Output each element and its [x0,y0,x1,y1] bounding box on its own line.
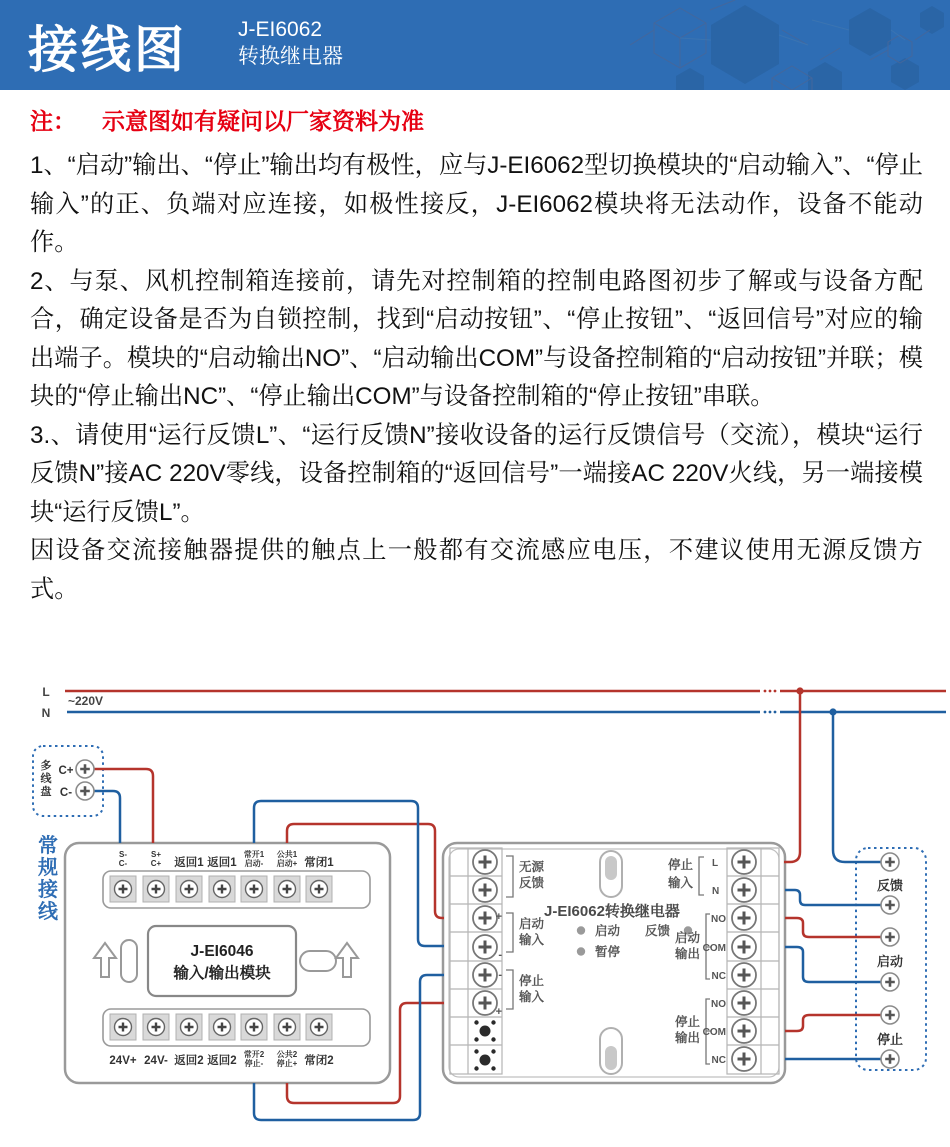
label-N: N [41,706,51,720]
instructions [30,147,923,609]
paragraph-2: 2、与泵、风机控制箱连接前，请先对控制箱的控制电路图初步了解或与设备方配合，确定设备是否为自锁控制，找到“启动按钮”、“停止按钮”、“返回信号”对应的输出端子。模块的“启动输出NO”、“启动输出COM”与设备控制箱的“启动按钮”并联；模块的“停止输出NC”、“停止输出COM”与设备控制箱的“停止按钮”串联。 [30,267,923,410]
terminal-label: 常闭2 [304,1055,334,1067]
terminal-screw [732,1019,756,1043]
terminal-screw [732,850,756,874]
note-line [30,103,424,136]
panel-char-3: 盘 [40,786,52,798]
terminal-screw [176,1014,202,1040]
polarity-sign: + [495,911,502,923]
panel-char-1: 多 [40,760,52,772]
terminal-screw [732,963,756,987]
terminal-label: 停止- [244,1059,264,1068]
terminal-screw [473,878,497,902]
terminal-label: COM [702,943,726,954]
device-label-feedback: 反馈 [876,878,904,893]
polarity-sign: + [495,1006,502,1018]
group-label: 启动 [674,931,700,945]
terminal-screw [209,1014,235,1040]
terminal-label: NC [711,971,726,982]
terminal-screw [143,1014,169,1040]
terminal-label: 返回2 [207,1055,237,1067]
note-prefix: 注： [30,108,76,134]
terminal-label: 常开1 [243,850,265,859]
conventional-wiring-label [37,833,59,923]
terminal-screw [732,1047,756,1071]
cube-pattern-decoration [570,0,950,90]
terminal-screw [473,850,497,874]
terminal-screw [881,928,899,946]
module-jei6062 [443,843,785,1083]
group-label: 输入 [519,990,545,1004]
module-name-box [148,926,296,996]
terminal-screw [76,782,94,800]
led-pause-icon [577,947,585,955]
svg-text:接: 接 [38,879,58,901]
terminal-label: COM [702,1027,726,1038]
terminal-label: L [712,858,719,869]
device-label-stop: 停止 [876,1032,904,1047]
terminal-screw [732,878,756,902]
terminal-label: C+ [150,859,162,868]
paragraph-3: 3.、请使用“运行反馈L”、“运行反馈N”接收设备的运行反馈信号（交流），模块“运行反馈N”接AC 220V零线，设备控制箱的“返回信号”一端接AC 220V火线，另一端接模块“运行反馈L”。 [30,421,923,526]
terminal-screw [732,991,756,1015]
terminal-label: S+ [150,850,162,859]
device-label-start: 启动 [876,954,904,969]
terminal-screw [209,876,235,902]
group-label: 输入 [519,933,545,947]
terminal-label: S- [119,850,127,859]
terminal-label: C- [118,859,128,868]
terminal-screw [241,876,267,902]
led-start-label: 启动 [595,924,621,938]
label-c-minus: C- [59,787,73,799]
module-title: J-EI6062转换继电器 [544,903,680,920]
terminal-screw [473,935,497,959]
paragraph-1: 1、“启动”输出、“停止”输出均有极性，应与J-EI6062型切换模块的“启动输入”、“停止输入”的正、负端对应连接，如极性接反，J-EI6062模块将无法动作，设备不能动作。 [30,152,923,256]
group-label: 无源 [519,860,545,874]
polarity-sign: - [498,949,502,961]
terminal-label: 启动+ [276,859,298,868]
module-name: J-EI6046 [190,943,254,960]
terminal-screw [473,906,497,930]
terminal-screw [881,973,899,991]
module-type: 输入/输出模块 [173,965,271,982]
terminal-label: 返回1 [207,857,237,869]
header-subtitle [238,16,343,70]
terminal-screw [881,896,899,914]
terminal-label: 公共2 [276,1050,298,1059]
terminal-label: 24V+ [109,1055,137,1067]
model-number: J-EI6062 [238,18,323,41]
terminal-label: NC [711,1055,726,1066]
terminal-label: 返回2 [174,1055,204,1067]
terminal-screw [473,963,497,987]
terminal-screw [473,991,497,1015]
module-jei6046 [65,843,390,1083]
terminal-screw [306,876,332,902]
terminal-label: 返回1 [174,857,204,869]
led-pause-label: 暂停 [595,945,621,959]
terminal-screw [143,876,169,902]
group-label: 输出 [674,947,700,961]
terminal-screw [274,1014,300,1040]
panel-char-2: 线 [40,773,52,785]
svg-text:规: 规 [38,857,58,879]
svg-text:线: 线 [38,901,58,923]
terminal-screw [241,1014,267,1040]
header-banner [0,0,950,90]
wiring-diagram [0,660,950,1147]
terminal-label: 24V- [144,1055,168,1067]
polarity-sign: - [498,969,502,981]
led-feedback-label: 反馈 [645,924,671,938]
page-title: 接线图 [28,22,187,78]
terminal-label: NO [711,914,726,925]
terminal-label: N [712,886,720,897]
group-label: 停止 [674,1015,700,1029]
group-label: 停止 [667,858,693,872]
paragraph-4: 因设备交流接触器提供的触点上一般都有交流感应电压，不建议使用无源反馈方式。 [30,537,923,603]
device-terminals [877,853,903,1068]
group-label: 启动 [519,917,545,931]
terminal-screw [110,876,136,902]
terminal-screw [732,906,756,930]
terminal-label: 停止+ [276,1059,298,1068]
terminal-label: NO [711,999,726,1010]
terminal-screw [881,1050,899,1068]
terminal-label: 启动- [244,859,264,868]
device-name: 转换继电器 [238,45,343,68]
terminal-screw [881,853,899,871]
group-label: 反馈 [519,876,545,890]
group-label: 输入 [667,876,693,890]
terminal-screw [732,935,756,959]
multiline-panel-box [33,746,103,816]
terminal-screw [110,1014,136,1040]
terminal-screw [176,876,202,902]
led-start-icon [577,926,585,934]
terminal-screw [881,1006,899,1024]
mount-slot [300,951,336,971]
label-L: L [42,685,50,699]
svg-text:常: 常 [38,835,58,857]
terminal-label: 公共1 [276,850,298,859]
mount-slot [121,940,137,982]
label-c-plus: C+ [58,765,74,777]
terminal-screw [274,876,300,902]
power-lines [42,685,946,720]
group-label: 停止 [519,974,545,988]
label-voltage: ~220V [68,694,104,708]
terminal-label: 常闭1 [304,857,334,869]
terminal-screw [76,760,94,778]
terminal-screw [306,1014,332,1040]
note-text: 示意图如有疑问以厂家资料为准 [102,108,424,134]
group-label: 输出 [674,1031,700,1045]
terminal-label: 常开2 [243,1050,265,1059]
